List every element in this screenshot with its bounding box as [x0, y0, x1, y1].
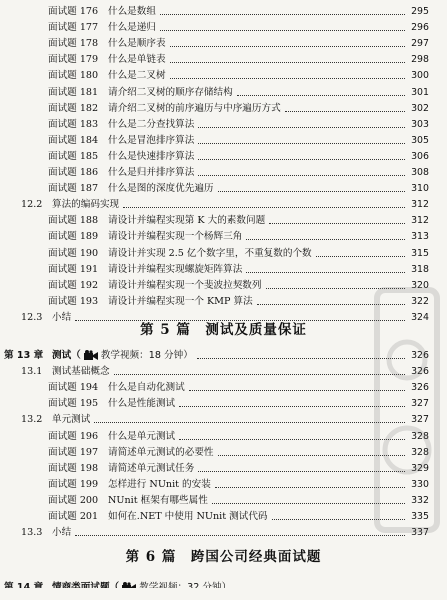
- toc-entry-question[interactable]: [0, 52, 447, 68]
- question-number: 面试题 193: [48, 295, 99, 307]
- section-number: 13.3: [21, 527, 43, 539]
- question-number: 面试题 188: [48, 215, 99, 227]
- question-title: 请简述单元测试的必要性: [108, 446, 214, 458]
- page-number: 324: [411, 311, 429, 323]
- page-number: 305: [411, 134, 429, 146]
- question-number: 面试题 198: [48, 462, 99, 474]
- question-title: 什么是二叉树: [108, 70, 166, 82]
- page-number: 302: [411, 102, 429, 114]
- question-number: 面试题 183: [48, 118, 99, 130]
- dot-leader: [160, 30, 405, 31]
- dot-leader: [198, 159, 405, 160]
- question-title: 什么是递归: [108, 22, 156, 34]
- section-number: 13.2: [21, 414, 43, 426]
- page-number: 326: [411, 366, 429, 378]
- question-title: 怎样进行 NUnit 的安装: [108, 478, 211, 490]
- question-title: 如何在.NET 中使用 NUnit 测试代码: [108, 511, 268, 522]
- section-number: 12.2: [21, 199, 43, 211]
- dot-leader: [160, 14, 405, 15]
- page-number: 306: [411, 150, 429, 162]
- chapter-title: 测试（ 教学视频：18 分钟）: [52, 350, 193, 361]
- section-number: 12.3: [21, 311, 43, 323]
- question-number: 面试题 185: [48, 150, 99, 162]
- question-title: 什么是图的深度优先遍历: [108, 183, 214, 195]
- video-camera-icon: [83, 350, 99, 361]
- toc-entry-question[interactable]: [0, 68, 447, 84]
- question-title: NUnit 框架有哪些属性: [108, 494, 208, 506]
- page-number: 326: [411, 382, 429, 394]
- toc-entry-question[interactable]: [0, 20, 447, 36]
- toc-entry-question[interactable]: [0, 229, 447, 245]
- question-number: 面试题 182: [48, 102, 99, 114]
- question-title: 请介绍二叉树的前序遍历与中序遍历方式: [108, 102, 281, 114]
- question-title: 什么是二分查找算法: [108, 118, 195, 130]
- toc-entry-question[interactable]: [0, 4, 447, 20]
- question-title: 什么是自动化测试: [108, 382, 185, 394]
- page-number: 315: [411, 247, 429, 259]
- video-duration: 教学视频：18 分钟）: [100, 350, 193, 361]
- toc-entry-question[interactable]: [0, 85, 447, 101]
- page-number: 308: [411, 167, 429, 178]
- section-title: 单元测试: [52, 414, 91, 426]
- page-number: 300: [411, 70, 429, 82]
- toc-entry-question[interactable]: [0, 262, 447, 278]
- question-number: 面试题 192: [48, 279, 99, 291]
- toc-entry-section[interactable]: [0, 197, 447, 213]
- question-number: 面试题 200: [48, 494, 99, 506]
- question-number: 面试题 178: [48, 38, 99, 50]
- section-title: 小结: [52, 311, 72, 323]
- question-title: 什么是归并排序算法: [108, 167, 195, 178]
- page-number: 327: [411, 414, 429, 426]
- page-number: 297: [411, 38, 429, 50]
- question-title: 请设计并实现 2.5 亿个数字里，不重复数的个数: [108, 247, 312, 259]
- toc-entry-question[interactable]: [0, 36, 447, 52]
- question-number: 面试题 177: [48, 22, 99, 34]
- page-number: 295: [411, 6, 429, 17]
- dot-leader: [237, 95, 405, 96]
- toc-entry-question[interactable]: [0, 181, 447, 197]
- question-number: 面试题 190: [48, 247, 99, 259]
- page-number: 326: [411, 350, 429, 361]
- question-title: 请设计并编程实现一个 KMP 算法: [108, 295, 253, 307]
- question-number: 面试题 194: [48, 382, 99, 394]
- section-title: 算法的编码实现: [52, 199, 120, 211]
- question-number: 面试题 195: [48, 398, 99, 410]
- toc-entry-question[interactable]: [0, 117, 447, 133]
- question-title: 什么是性能测试: [108, 398, 176, 410]
- page-number: 318: [411, 263, 429, 275]
- page-number: 312: [411, 199, 429, 211]
- question-number: 面试题 179: [48, 54, 99, 66]
- page-number: 310: [411, 183, 429, 195]
- page-number: 328: [411, 430, 429, 442]
- page-number: 313: [411, 231, 429, 243]
- question-title: 请简述单元测试任务: [108, 462, 195, 474]
- dot-leader: [246, 272, 405, 273]
- section-title: 小结: [52, 527, 72, 539]
- toc-entry-question[interactable]: [0, 101, 447, 117]
- dot-leader: [198, 175, 405, 176]
- question-title: 什么是快速排序算法: [108, 150, 195, 162]
- toc-entry-question[interactable]: [0, 165, 447, 181]
- watermark-stamp: [347, 280, 447, 540]
- page-number: 328: [411, 446, 429, 458]
- section-title: 测试基础概念: [52, 366, 110, 378]
- toc-entry-question[interactable]: [0, 149, 447, 165]
- dot-leader: [170, 78, 405, 79]
- page-number: 298: [411, 54, 429, 66]
- dot-leader: [198, 143, 405, 144]
- question-number: 面试题 184: [48, 134, 99, 146]
- dot-leader: [218, 191, 405, 192]
- question-number: 面试题 187: [48, 183, 99, 195]
- toc-entry-question[interactable]: [0, 133, 447, 149]
- dot-leader: [170, 46, 405, 47]
- page-number: 332: [411, 494, 429, 506]
- dot-leader: [123, 207, 405, 208]
- question-number: 面试题 180: [48, 70, 99, 82]
- page-number: 312: [411, 215, 429, 227]
- page-number: 301: [411, 86, 429, 98]
- page-number: 327: [411, 398, 429, 410]
- question-title: 请设计并编程实现一个杨辉三角: [108, 231, 243, 243]
- dot-leader: [316, 256, 405, 257]
- question-title: 请设计并编程实现第 K 大的素数问题: [108, 215, 266, 227]
- question-title: 请设计并编程实现一个斐波拉契数列: [108, 279, 262, 291]
- dot-leader: [246, 239, 405, 240]
- question-title: 请设计并编程实现螺旋矩阵算法: [108, 263, 243, 275]
- page-number: 320: [411, 279, 429, 291]
- page-number: 330: [411, 478, 429, 490]
- question-number: 面试题 176: [48, 6, 99, 17]
- toc-entry-question[interactable]: [0, 246, 447, 262]
- dot-leader: [198, 127, 405, 128]
- page-number: 322: [411, 295, 429, 307]
- dot-leader: [170, 62, 405, 63]
- question-title: 什么是冒泡排序算法: [108, 134, 195, 146]
- page-bottom-edge: [0, 588, 447, 600]
- question-title: 什么是单链表: [108, 54, 166, 66]
- part-heading: 第 6 篇 跨国公司经典面试题: [125, 549, 322, 565]
- question-number: 面试题 191: [48, 263, 99, 275]
- question-title: 什么是顺序表: [108, 38, 166, 50]
- page-number: 335: [411, 511, 429, 522]
- chapter-number: 第 13 章: [4, 350, 44, 361]
- question-number: 面试题 196: [48, 430, 99, 442]
- page-number: 329: [411, 462, 429, 474]
- page-number: 303: [411, 118, 429, 130]
- toc-entry-question[interactable]: [0, 213, 447, 229]
- question-number: 面试题 181: [48, 86, 99, 98]
- question-title: 什么是单元测试: [108, 430, 176, 442]
- question-number: 面试题 186: [48, 167, 99, 178]
- dot-leader: [269, 223, 405, 224]
- question-title: 请介绍二叉树的顺序存储结构: [108, 86, 233, 98]
- question-title: 什么是数组: [108, 6, 156, 17]
- page-number: 337: [411, 527, 429, 539]
- dot-leader: [285, 111, 405, 112]
- question-number: 面试题 201: [48, 511, 99, 522]
- question-number: 面试题 189: [48, 231, 99, 243]
- question-number: 面试题 197: [48, 446, 99, 458]
- page-number: 296: [411, 22, 429, 34]
- question-number: 面试题 199: [48, 478, 99, 490]
- section-number: 13.1: [21, 366, 43, 378]
- part-heading: 第 5 篇 测试及质量保证: [140, 322, 307, 338]
